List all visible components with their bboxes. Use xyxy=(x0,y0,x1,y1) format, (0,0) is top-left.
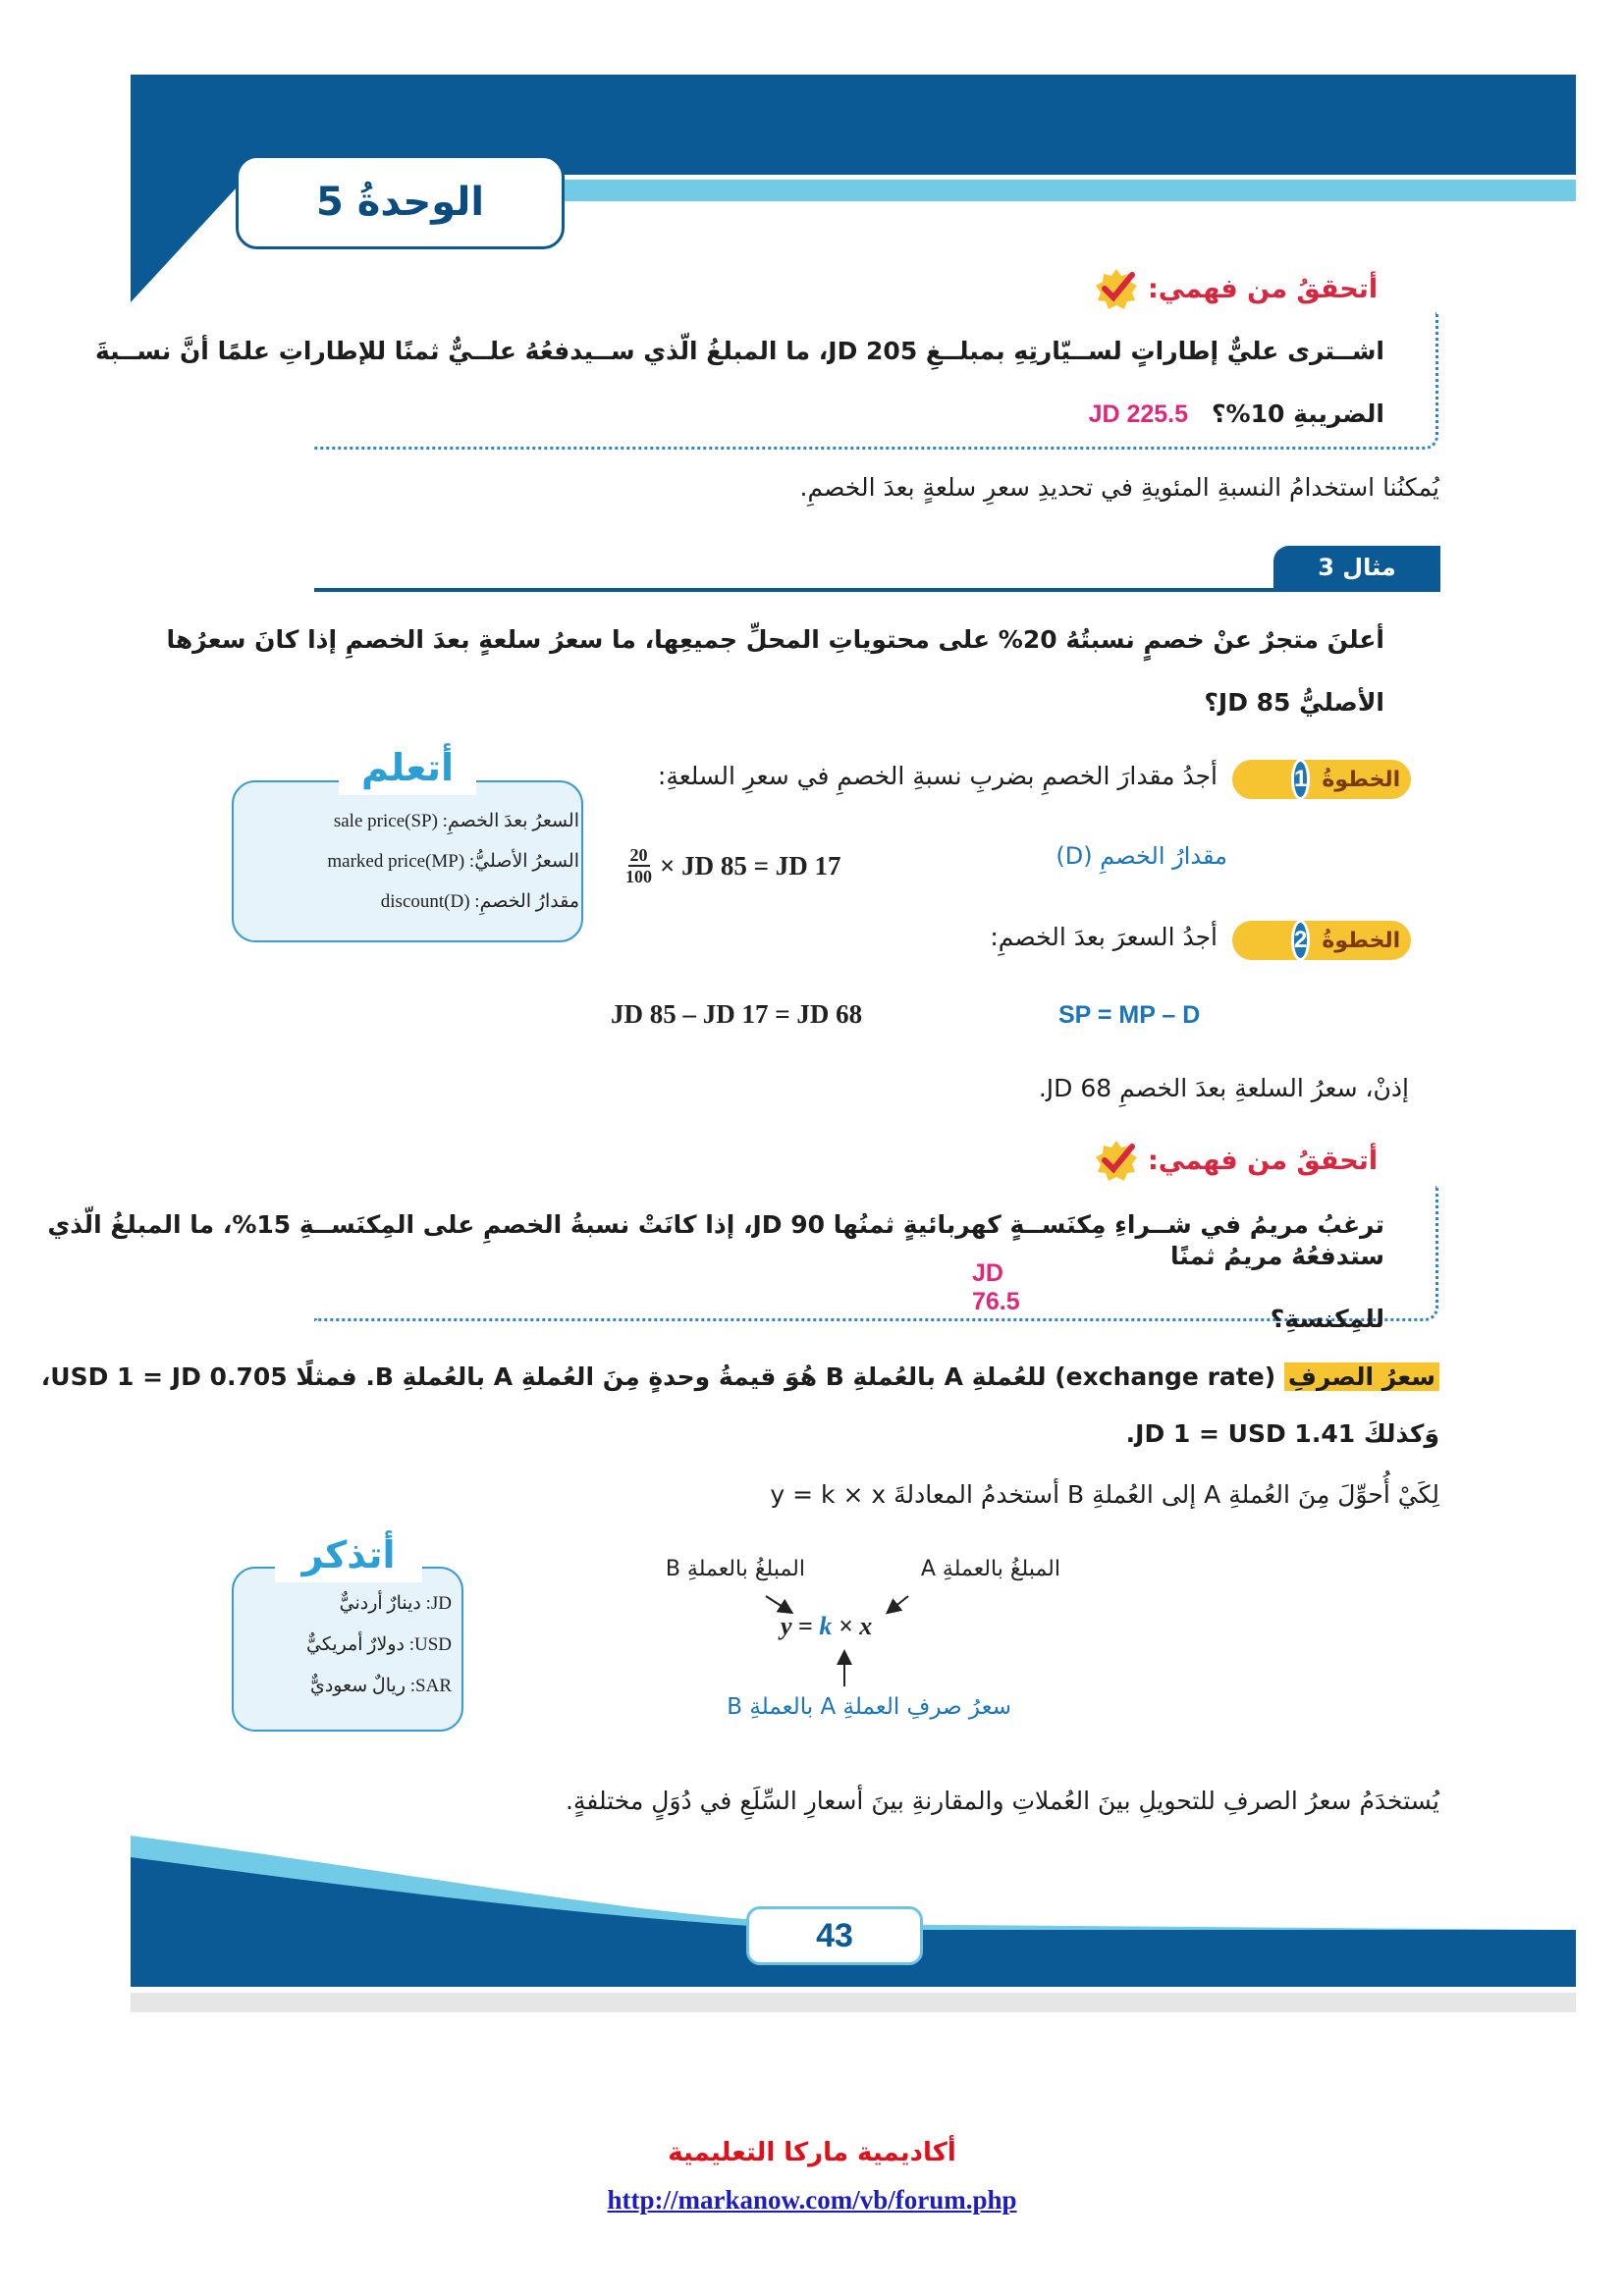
check2-question-line2: ستدفعُهُ مريمُ ثمنًا للمِكنسةِ؟ xyxy=(1169,1242,1384,1333)
checkmark-badge-icon xyxy=(1095,1139,1138,1182)
step-1-equation: × JD 85 = JD 17 xyxy=(660,850,841,881)
exchange-line2: وَكذلكَ JD 1 = USD 1.41. xyxy=(1125,1419,1439,1448)
step-1-pill xyxy=(1232,760,1411,799)
step-2-pill xyxy=(1232,921,1411,960)
page-number: 43 xyxy=(746,1906,923,1965)
checkmark-badge-icon xyxy=(1095,267,1138,310)
fraction-denominator: 100 xyxy=(625,867,652,886)
step-1-label: الخطوةُ xyxy=(1322,767,1401,792)
diagram-label-a: المبلغُ بالعملةِ A xyxy=(920,1557,1060,1581)
check2-line2-row xyxy=(972,1242,1384,1333)
check-heading-1 xyxy=(1095,265,1419,312)
step-1-number: 1 xyxy=(1291,759,1310,800)
equation-k: k xyxy=(819,1612,833,1640)
step-2-number: 2 xyxy=(1291,920,1310,961)
diagram-rate-label: سعرُ صرفِ العملةِ A بالعملةِ B xyxy=(727,1694,1011,1720)
remember-row-usd: USD: دولارٌ أمريكيٌّ xyxy=(306,1634,452,1655)
closing-text: يُستخدَمُ سعرُ الصرفِ للتحويلِ بينَ العُملاتِ والمقارنةِ بينَ أسعارِ السِّلَعِ في دُوَلٍ مختلفةٍ. xyxy=(565,1787,1439,1815)
learn-row-sp: السعرُ بعدَ الخصمِ: sale price(SP) xyxy=(333,811,579,831)
exchange-line3: لِكَيْ أُحوِّلَ مِنَ العُملةِ A إلى العُملةِ B أستخدمُ المعادلةَ y = k × x xyxy=(770,1480,1439,1509)
check-title-2: أتحققُ من فهمي: xyxy=(1148,1145,1379,1176)
check2-answer: JD 76.5 xyxy=(972,1259,1020,1315)
example-conclusion: إذنْ، سعرُ السلعةِ بعدَ الخصمِ JD 68. xyxy=(1038,1074,1409,1102)
remember-title: أتذكر xyxy=(275,1533,422,1582)
step-2-label: الخطوةُ xyxy=(1322,928,1401,953)
footer-link[interactable]: http://markanow.com/vb/forum.php xyxy=(607,2185,1017,2215)
footer-shadow xyxy=(131,1993,1576,2012)
learn-row-d: مقدارُ الخصمِ: discount(D) xyxy=(380,891,579,912)
check1-line2-row xyxy=(1080,383,1384,446)
step-1-text: أجدُ مقدارَ الخصمِ بضربِ نسبةِ الخصمِ في سعرِ السلعةِ: xyxy=(657,762,1218,790)
footer-academy-name: أكاديمية ماركا التعليمية xyxy=(668,2138,956,2167)
example-question-line1: أعلنَ متجرٌ عنْ خصمٍ نسبتُهُ 20% على محتوياتِ المحلِّ جميعِها، ما سعرُ سلعةٍ بعدَ الخصمِ إذا كانَ سعرُها xyxy=(166,625,1384,654)
check1-question-line2: الضريبةِ 10%؟ xyxy=(1212,400,1384,428)
check-heading-2 xyxy=(1095,1137,1419,1184)
learn-row-mp: السعرُ الأصليُّ: marked price(MP) xyxy=(327,851,579,872)
remember-row-sar: SAR: ريالٌ سعوديٌّ xyxy=(309,1676,452,1696)
example-question-line2: الأصليُّ JD 85؟ xyxy=(1204,688,1384,717)
check2-question-line1: ترغبُ مريمُ في شــراءِ مِكنَســةٍ كهربائيةٍ ثمنُها JD 90، إذا كانَتْ نسبةُ الخصمِ على المِكنَســةِ 15%، ما المبلغُ الّذي xyxy=(47,1210,1384,1239)
sp-formula: SP = MP – D xyxy=(1058,1001,1201,1029)
exchange-term: سعرُ الصرفِ xyxy=(1284,1362,1439,1391)
exchange-definition: (exchange rate) للعُملةِ A بالعُملةِ B هُوَ قيمةُ وحدةٍ مِنَ العُملةِ A بالعُملةِ B. فمثلًا USD 1 = JD 0.705، xyxy=(40,1362,1276,1391)
example-label: مثال 3 xyxy=(1273,546,1440,589)
header-stripe xyxy=(560,180,1576,201)
check1-question-line1: اشــترى عليٌّ إطاراتٍ لســيّارتِهِ بمبلــغِ JD 205، ما المبلغُ الّذي ســيدفعُهُ علــيٌّ ثمنًا للإطاراتِ علمًا أنَّ نســبةَ xyxy=(94,337,1384,365)
header-wedge xyxy=(131,175,248,302)
equation-rest: × x xyxy=(832,1612,873,1640)
exchange-line1 xyxy=(40,1362,1439,1406)
learn-title: أتعلم xyxy=(339,746,476,795)
fraction xyxy=(625,845,652,886)
equation-y: y xyxy=(781,1612,792,1640)
unit-title: الوحدةُ 5 xyxy=(236,155,565,249)
step-2-text: أجدُ السعرَ بعدَ الخصمِ: xyxy=(990,923,1218,951)
discount-label: مقدارُ الخصمِ (D) xyxy=(1056,842,1227,870)
fraction-numerator: 20 xyxy=(629,845,648,865)
step-1-math xyxy=(625,834,920,897)
diagram-label-b: المبلغُ بالعملةِ B xyxy=(665,1557,805,1581)
example-divider xyxy=(314,588,1440,592)
diagram-equation xyxy=(781,1612,928,1647)
step-2-equation: JD 85 – JD 17 = JD 68 xyxy=(611,999,863,1029)
check-title-1: أتحققُ من فهمي: xyxy=(1148,273,1379,304)
equation-equals: = xyxy=(791,1612,820,1640)
intro-text: يُمكنُنا استخدامُ النسبةِ المئويةِ في تحديدِ سعرِ سلعةٍ بعدَ الخصمِ. xyxy=(799,473,1439,502)
remember-row-jd: JD: دينارٌ أردنيٌّ xyxy=(339,1593,452,1614)
check1-answer: JD 225.5 xyxy=(1088,400,1189,428)
